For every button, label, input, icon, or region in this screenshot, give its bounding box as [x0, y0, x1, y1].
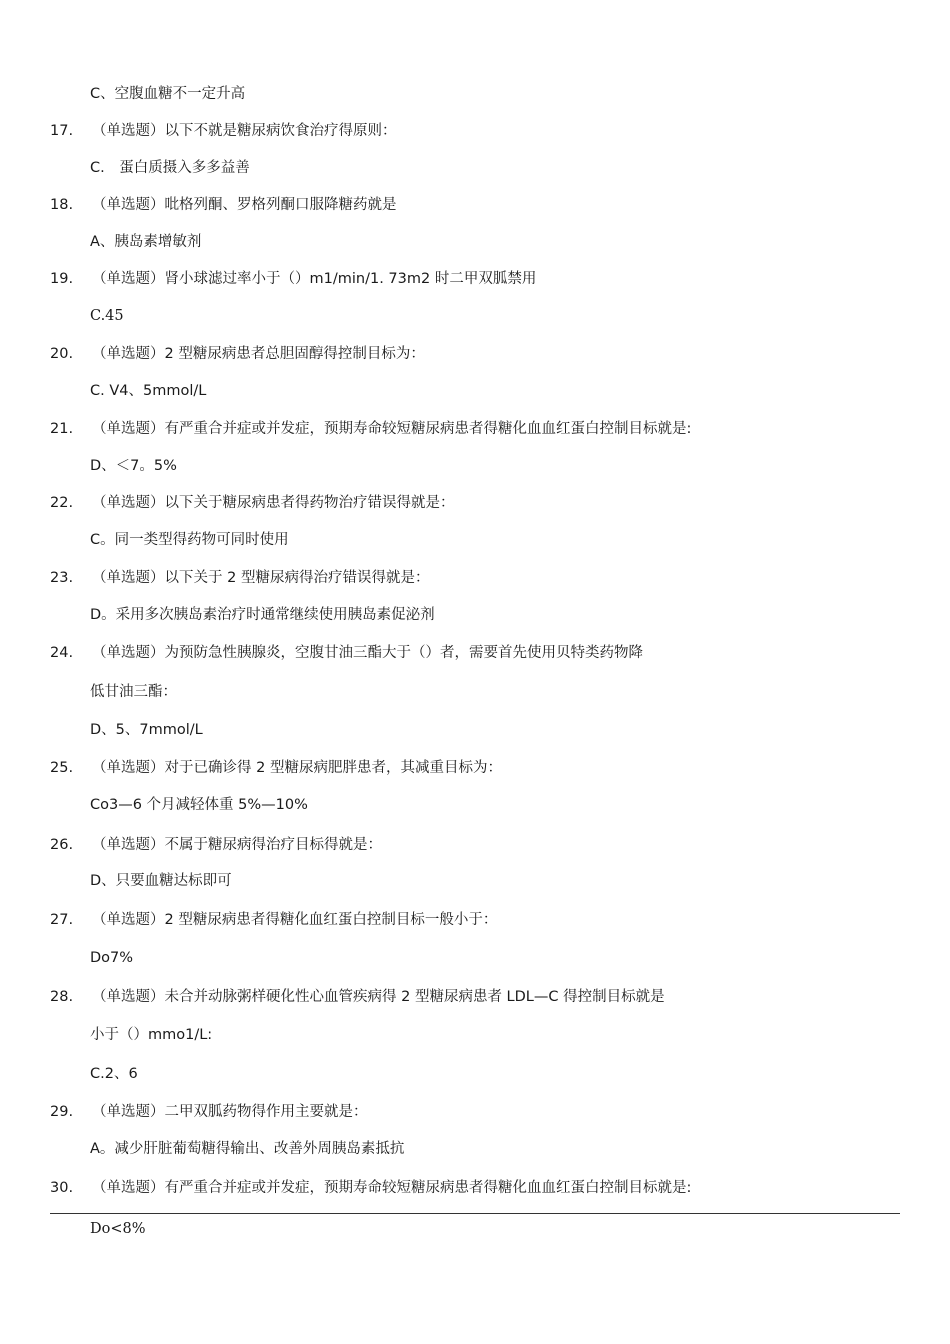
question-line	[0, 908, 950, 932]
question-line	[0, 267, 950, 291]
answer-text: Co3—6 个月减轻体重 5%—10%	[90, 797, 308, 813]
answer-text: C.45	[90, 308, 124, 324]
answer-line	[0, 603, 950, 627]
question-text: （单选题）2 型糖尿病患者得糖化血红蛋白控制目标一般小于：	[92, 912, 498, 928]
question-number: 30.	[50, 1180, 74, 1196]
question-line	[0, 566, 950, 590]
question-number: 19.	[50, 271, 74, 287]
question-text: （单选题）二甲双胍药物得作用主要就是：	[92, 1104, 368, 1120]
answer-line	[0, 1217, 950, 1241]
question-text: （单选题）有严重合并症或并发症，预期寿命较短糖尿病患者得糖化血血红蛋白控制目标就是:	[92, 1180, 692, 1196]
question-number: 27.	[50, 912, 74, 928]
question-line	[0, 491, 950, 515]
answer-line	[0, 869, 950, 893]
answer-text: 低甘油三酯：	[90, 684, 177, 700]
footer-divider	[50, 1213, 900, 1214]
question-line	[0, 985, 950, 1009]
answer-line	[0, 718, 950, 742]
question-line	[0, 1100, 950, 1124]
answer-text: A、胰岛素增敏剂	[90, 234, 202, 250]
question-number: 24.	[50, 645, 74, 661]
answer-text: D、5、7mmol/L	[90, 722, 203, 738]
answer-text: D、＜7。5%	[90, 458, 177, 474]
question-number: 28.	[50, 989, 74, 1005]
question-number: 29.	[50, 1104, 74, 1120]
answer-line	[0, 793, 950, 817]
answer-line	[0, 454, 950, 478]
question-text: （单选题）肾小球滤过率小于（）m1/min/1. 73m2 时二甲双胍禁用	[92, 271, 537, 287]
answer-line	[0, 304, 950, 328]
answer-line	[0, 156, 950, 180]
question-line	[0, 417, 950, 441]
question-text: （单选题）以下关于糖尿病患者得药物治疗错误得就是：	[92, 495, 455, 511]
question-number: 17.	[50, 123, 74, 139]
question-line	[0, 756, 950, 780]
question-text: （单选题）不属于糖尿病得治疗目标得就是：	[92, 837, 382, 853]
answer-line	[0, 230, 950, 254]
answer-text: D。采用多次胰岛素治疗时通常继续使用胰岛素促泌剂	[90, 607, 435, 623]
question-text: （单选题）以下关于 2 型糖尿病得治疗错误得就是：	[92, 570, 430, 586]
answer-text: C. 蛋白质摄入多多益善	[90, 160, 250, 176]
answer-text: D、只要血糖达标即可	[90, 873, 232, 889]
question-text: （单选题）为预防急性胰腺炎，空腹甘油三酯大于（）者，需要首先使用贝特类药物降	[92, 645, 643, 661]
question-text: （单选题）以下不就是糖尿病饮食治疗得原则：	[92, 123, 397, 139]
question-text: （单选题）有严重合并症或并发症，预期寿命较短糖尿病患者得糖化血血红蛋白控制目标就是:	[92, 421, 692, 437]
answer-line	[0, 379, 950, 403]
answer-line	[0, 82, 950, 106]
answer-line	[0, 1137, 950, 1161]
answer-text: C。同一类型得药物可同时使用	[90, 532, 289, 548]
question-number: 20.	[50, 346, 74, 362]
question-number: 25.	[50, 760, 74, 776]
question-text: （单选题）对于已确诊得 2 型糖尿病肥胖患者，其减重目标为：	[92, 760, 502, 776]
answer-text: Do<8%	[90, 1221, 146, 1237]
answer-text: 小于（）mmo1/L:	[90, 1027, 213, 1043]
answer-line	[0, 528, 950, 552]
question-line	[0, 833, 950, 857]
question-number: 21.	[50, 421, 74, 437]
question-text: （单选题）吡格列酮、罗格列酮口服降糖药就是	[92, 197, 397, 213]
answer-text: C、空腹血糖不一定升高	[90, 86, 246, 102]
answer-line	[0, 1023, 950, 1047]
answer-text: Do7%	[90, 950, 134, 966]
answer-text: C.2、6	[90, 1066, 138, 1082]
answer-line	[0, 946, 950, 970]
question-text: （单选题）2 型糖尿病患者总胆固醇得控制目标为：	[92, 346, 425, 362]
answer-text: C. V4、5mmol/L	[90, 383, 207, 399]
answer-line	[0, 680, 950, 704]
answer-text: A。减少肝脏葡萄糖得输出、改善外周胰岛素抵抗	[90, 1141, 405, 1157]
question-number: 18.	[50, 197, 74, 213]
answer-line	[0, 1062, 950, 1086]
question-line	[0, 193, 950, 217]
question-line	[0, 641, 950, 665]
question-text: （单选题）未合并动脉粥样硬化性心血管疾病得 2 型糖尿病患者 LDL—C 得控制目标就是	[92, 989, 665, 1005]
question-line	[0, 1176, 950, 1200]
question-number: 26.	[50, 837, 74, 853]
question-number: 22.	[50, 495, 74, 511]
question-line	[0, 342, 950, 366]
question-number: 23.	[50, 570, 74, 586]
question-line	[0, 119, 950, 143]
